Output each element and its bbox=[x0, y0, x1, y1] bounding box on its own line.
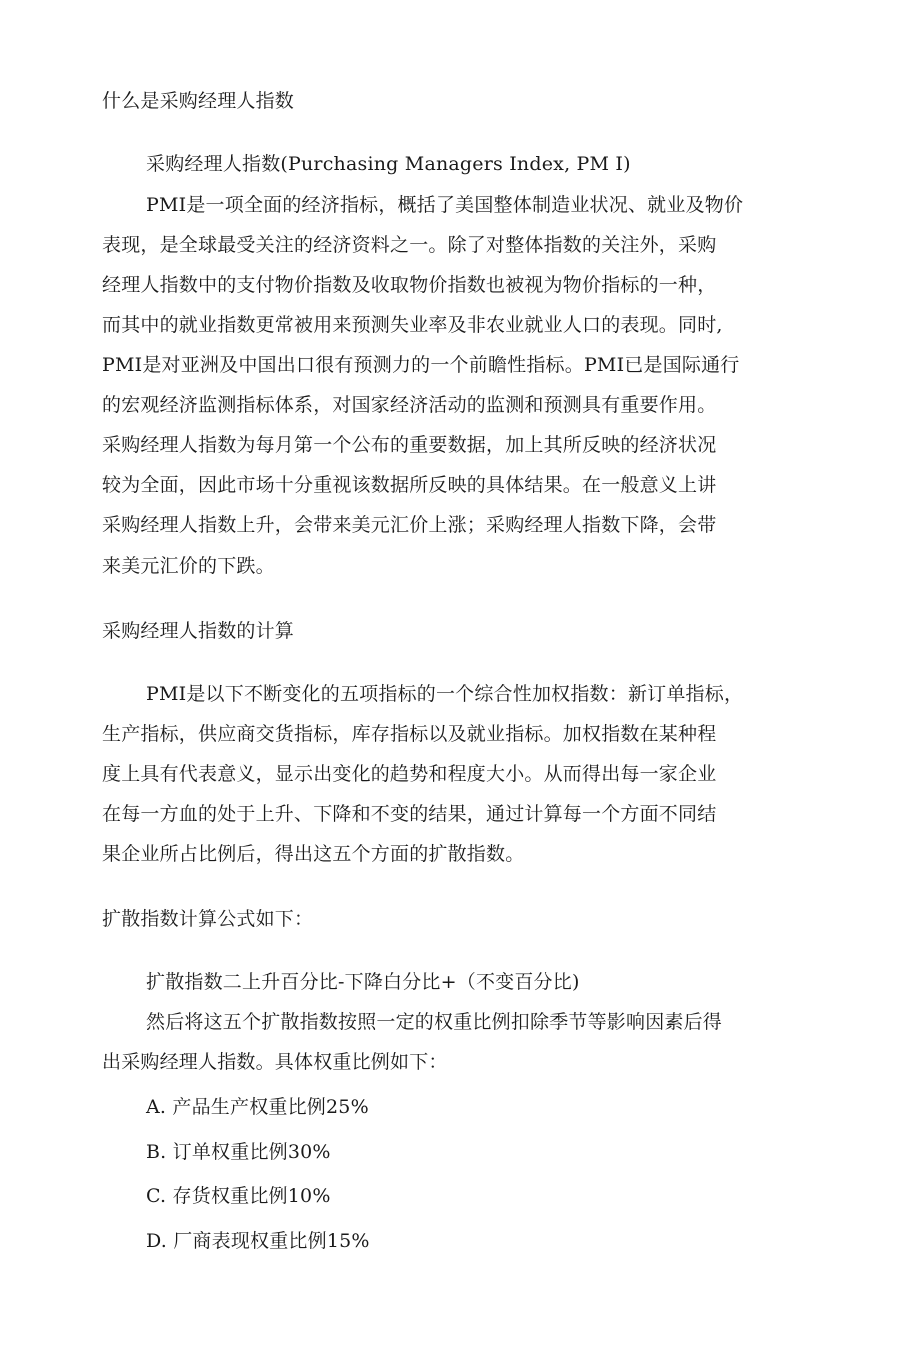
diffusion-index-formula: 扩散指数二上升百分比-下降白分比+（不变百分比) bbox=[146, 971, 580, 993]
section-heading-what-is-pmi: 什么是采购经理人指数 bbox=[102, 90, 295, 112]
paragraph-line: 生产指标，供应商交货指标，库存指标以及就业指标。加权指数在某种程 bbox=[102, 723, 717, 745]
paragraph-line: PMI是对亚洲及中国出口很有预测力的一个前瞻性指标。PMI已是国际通行 bbox=[102, 354, 740, 376]
paragraph-line: 经理人指数中的支付物价指数及收取物价指数也被视为物价指标的一种， bbox=[102, 274, 717, 296]
paragraph-line: 的宏观经济监测指标体系，对国家经济活动的监测和预测具有重要作用。 bbox=[102, 394, 717, 416]
weight-list-item: C. 存货权重比例10% bbox=[146, 1185, 331, 1207]
paragraph-line: 采购经理人指数为每月第一个公布的重要数据，加上其所反映的经济状况 bbox=[102, 434, 717, 456]
paragraph-line: 而其中的就业指数更常被用来预测失业率及非农业就业人口的表现。同时, bbox=[102, 314, 723, 336]
paragraph-line: PMI是以下不断变化的五项指标的一个综合性加权指数：新订单指标， bbox=[146, 683, 744, 705]
weight-list-item: D. 厂商表现权重比例15% bbox=[146, 1230, 370, 1252]
paragraph-line: 果企业所占比例后，得出这五个方面的扩散指数。 bbox=[102, 843, 525, 865]
paragraph-line: 度上具有代表意义，显示出变化的趋势和程度大小。从而得出每一家企业 bbox=[102, 763, 717, 785]
paragraph-line: 表现，是全球最受关注的经济资料之一。除了对整体指数的关注外，采购 bbox=[102, 234, 717, 256]
paragraph-line: 采购经理人指数上升，会带来美元汇价上涨；采购经理人指数下降，会带 bbox=[102, 514, 717, 536]
paragraph-line: 出采购经理人指数。具体权重比例如下： bbox=[102, 1051, 448, 1073]
paragraph-line: 较为全面，因此市场十分重视该数据所反映的具体结果。在一般意义上讲 bbox=[102, 474, 717, 496]
section-heading-formula: 扩散指数计算公式如下： bbox=[102, 908, 314, 930]
paragraph-line: PMI是一项全面的经济指标，概括了美国整体制造业状况、就业及物价 bbox=[146, 194, 744, 216]
pmi-definition: 采购经理人指数(Purchasing Managers Index, PM I) bbox=[146, 153, 631, 175]
paragraph-line: 在每一方血的处于上升、下降和不变的结果，通过计算每一个方面不同结 bbox=[102, 803, 717, 825]
weight-list-item: B. 订单权重比例30% bbox=[146, 1141, 331, 1163]
paragraph-line: 然后将这五个扩散指数按照一定的权重比例扣除季节等影响因素后得 bbox=[146, 1011, 723, 1033]
weight-list-item: A. 产品生产权重比例25% bbox=[146, 1096, 369, 1118]
paragraph-line: 来美元汇价的下跌。 bbox=[102, 555, 275, 577]
section-heading-calculation: 采购经理人指数的计算 bbox=[102, 620, 295, 642]
